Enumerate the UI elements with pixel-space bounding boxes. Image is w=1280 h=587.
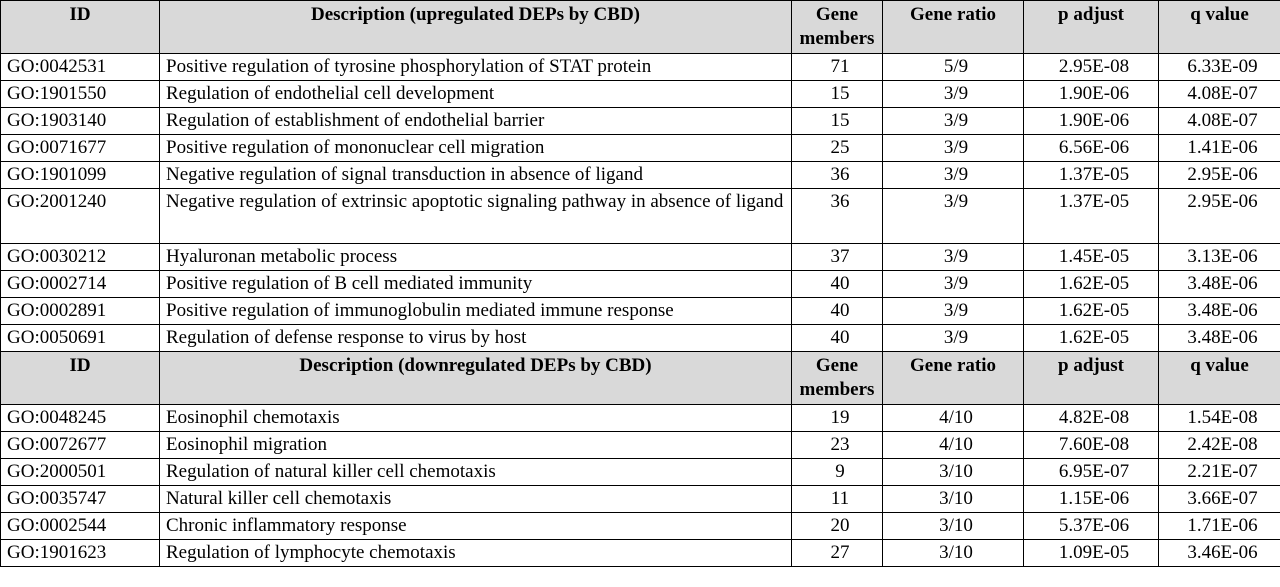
cell-id: GO:1901550: [1, 81, 160, 108]
cell-gene-ratio: 3/9: [883, 298, 1024, 325]
cell-id: GO:2001240: [1, 189, 160, 244]
cell-q-value: 1.41E-06: [1159, 135, 1280, 162]
table-row: [1, 432, 1280, 459]
cell-q-value: 4.08E-07: [1159, 108, 1280, 135]
cell-gene-ratio: 3/9: [883, 135, 1024, 162]
cell-gene-ratio: 3/9: [883, 189, 1024, 244]
cell-p-adjust: 1.37E-05: [1024, 162, 1159, 189]
cell-gene-members: 37: [792, 244, 883, 271]
cell-description: Regulation of natural killer cell chemotaxis: [160, 459, 792, 486]
cell-q-value: 3.46E-06: [1159, 540, 1280, 567]
cell-p-adjust: 2.95E-08: [1024, 54, 1159, 81]
cell-id: GO:2000501: [1, 459, 160, 486]
cell-id: GO:0050691: [1, 325, 160, 352]
cell-description: Chronic inflammatory response: [160, 513, 792, 540]
cell-p-adjust: 6.95E-07: [1024, 459, 1159, 486]
cell-gene-ratio: 3/10: [883, 486, 1024, 513]
cell-p-adjust: 5.37E-06: [1024, 513, 1159, 540]
cell-gene-ratio: 3/9: [883, 325, 1024, 352]
header-q-value: q value: [1159, 352, 1280, 405]
cell-q-value: 1.71E-06: [1159, 513, 1280, 540]
cell-gene-members: 71: [792, 54, 883, 81]
cell-description: Positive regulation of mononuclear cell migration: [160, 135, 792, 162]
cell-description: Eosinophil chemotaxis: [160, 405, 792, 432]
cell-id: GO:1901099: [1, 162, 160, 189]
cell-id: GO:0072677: [1, 432, 160, 459]
cell-gene-ratio: 3/9: [883, 244, 1024, 271]
header-p-adjust: p adjust: [1024, 1, 1159, 54]
cell-gene-members: 15: [792, 108, 883, 135]
cell-gene-ratio: 3/10: [883, 513, 1024, 540]
cell-description: Eosinophil migration: [160, 432, 792, 459]
cell-gene-members: 27: [792, 540, 883, 567]
cell-q-value: 3.48E-06: [1159, 325, 1280, 352]
cell-q-value: 4.08E-07: [1159, 81, 1280, 108]
cell-description: Negative regulation of extrinsic apoptotic signaling pathway in absence of ligand: [160, 189, 792, 244]
cell-p-adjust: 1.37E-05: [1024, 189, 1159, 244]
cell-q-value: 2.95E-06: [1159, 162, 1280, 189]
cell-gene-members: 11: [792, 486, 883, 513]
header-description: Description (downregulated DEPs by CBD): [160, 352, 792, 405]
cell-gene-members: 36: [792, 162, 883, 189]
table-row: [1, 54, 1280, 81]
cell-q-value: 3.48E-06: [1159, 271, 1280, 298]
downregulated-header-row: [1, 352, 1280, 405]
cell-id: GO:0071677: [1, 135, 160, 162]
table-row: [1, 108, 1280, 135]
cell-description: Regulation of endothelial cell development: [160, 81, 792, 108]
header-description: Description (upregulated DEPs by CBD): [160, 1, 792, 54]
cell-q-value: 3.66E-07: [1159, 486, 1280, 513]
table-row: [1, 325, 1280, 352]
cell-gene-ratio: 3/9: [883, 81, 1024, 108]
cell-gene-members: 9: [792, 459, 883, 486]
cell-p-adjust: 1.62E-05: [1024, 325, 1159, 352]
cell-gene-members: 15: [792, 81, 883, 108]
cell-id: GO:0035747: [1, 486, 160, 513]
header-id: ID: [1, 1, 160, 54]
cell-q-value: 3.48E-06: [1159, 298, 1280, 325]
cell-gene-ratio: 3/9: [883, 162, 1024, 189]
cell-gene-members: 25: [792, 135, 883, 162]
cell-gene-members: 36: [792, 189, 883, 244]
cell-p-adjust: 7.60E-08: [1024, 432, 1159, 459]
table-row: [1, 135, 1280, 162]
cell-p-adjust: 1.45E-05: [1024, 244, 1159, 271]
header-p-adjust: p adjust: [1024, 352, 1159, 405]
cell-q-value: 2.42E-08: [1159, 432, 1280, 459]
cell-q-value: 2.21E-07: [1159, 459, 1280, 486]
cell-id: GO:0002891: [1, 298, 160, 325]
cell-description: Negative regulation of signal transduction in absence of ligand: [160, 162, 792, 189]
table-row: [1, 244, 1280, 271]
cell-gene-ratio: 3/10: [883, 540, 1024, 567]
cell-q-value: 1.54E-08: [1159, 405, 1280, 432]
cell-gene-ratio: 5/9: [883, 54, 1024, 81]
table-row: [1, 81, 1280, 108]
cell-p-adjust: 1.62E-05: [1024, 271, 1159, 298]
cell-gene-ratio: 3/10: [883, 459, 1024, 486]
cell-gene-ratio: 3/9: [883, 108, 1024, 135]
cell-gene-members: 20: [792, 513, 883, 540]
cell-p-adjust: 6.56E-06: [1024, 135, 1159, 162]
cell-p-adjust: 4.82E-08: [1024, 405, 1159, 432]
header-gene-ratio: Gene ratio: [883, 1, 1024, 54]
cell-p-adjust: 1.90E-06: [1024, 81, 1159, 108]
cell-gene-members: 40: [792, 298, 883, 325]
cell-q-value: 6.33E-09: [1159, 54, 1280, 81]
cell-id: GO:0030212: [1, 244, 160, 271]
cell-p-adjust: 1.09E-05: [1024, 540, 1159, 567]
cell-id: GO:0002544: [1, 513, 160, 540]
cell-gene-members: 23: [792, 432, 883, 459]
cell-gene-ratio: 4/10: [883, 432, 1024, 459]
cell-description: Regulation of lymphocyte chemotaxis: [160, 540, 792, 567]
cell-p-adjust: 1.90E-06: [1024, 108, 1159, 135]
cell-gene-members: 40: [792, 325, 883, 352]
cell-description: Positive regulation of tyrosine phosphorylation of STAT protein: [160, 54, 792, 81]
table-row: [1, 298, 1280, 325]
header-gene-members: Gene members: [792, 352, 883, 405]
upregulated-header-row: [1, 1, 1280, 54]
cell-gene-ratio: 3/9: [883, 271, 1024, 298]
table-row: [1, 405, 1280, 432]
header-gene-ratio: Gene ratio: [883, 352, 1024, 405]
cell-id: GO:0002714: [1, 271, 160, 298]
cell-id: GO:0048245: [1, 405, 160, 432]
cell-q-value: 3.13E-06: [1159, 244, 1280, 271]
table-row: [1, 162, 1280, 189]
header-id: ID: [1, 352, 160, 405]
cell-description: Natural killer cell chemotaxis: [160, 486, 792, 513]
cell-id: GO:1903140: [1, 108, 160, 135]
cell-id: GO:1901623: [1, 540, 160, 567]
cell-id: GO:0042531: [1, 54, 160, 81]
table-body: [1, 1, 1280, 567]
table-row: [1, 459, 1280, 486]
cell-description: Positive regulation of B cell mediated immunity: [160, 271, 792, 298]
cell-q-value: 2.95E-06: [1159, 189, 1280, 244]
cell-gene-members: 40: [792, 271, 883, 298]
cell-gene-members: 19: [792, 405, 883, 432]
table-row: [1, 271, 1280, 298]
table-row: [1, 189, 1280, 244]
table-row: [1, 486, 1280, 513]
header-q-value: q value: [1159, 1, 1280, 54]
cell-gene-ratio: 4/10: [883, 405, 1024, 432]
cell-description: Hyaluronan metabolic process: [160, 244, 792, 271]
cell-description: Regulation of establishment of endothelial barrier: [160, 108, 792, 135]
table-row: [1, 513, 1280, 540]
table-row: [1, 540, 1280, 567]
header-gene-members: Gene members: [792, 1, 883, 54]
cell-description: Positive regulation of immunoglobulin mediated immune response: [160, 298, 792, 325]
cell-description: Regulation of defense response to virus by host: [160, 325, 792, 352]
cell-p-adjust: 1.62E-05: [1024, 298, 1159, 325]
cell-p-adjust: 1.15E-06: [1024, 486, 1159, 513]
